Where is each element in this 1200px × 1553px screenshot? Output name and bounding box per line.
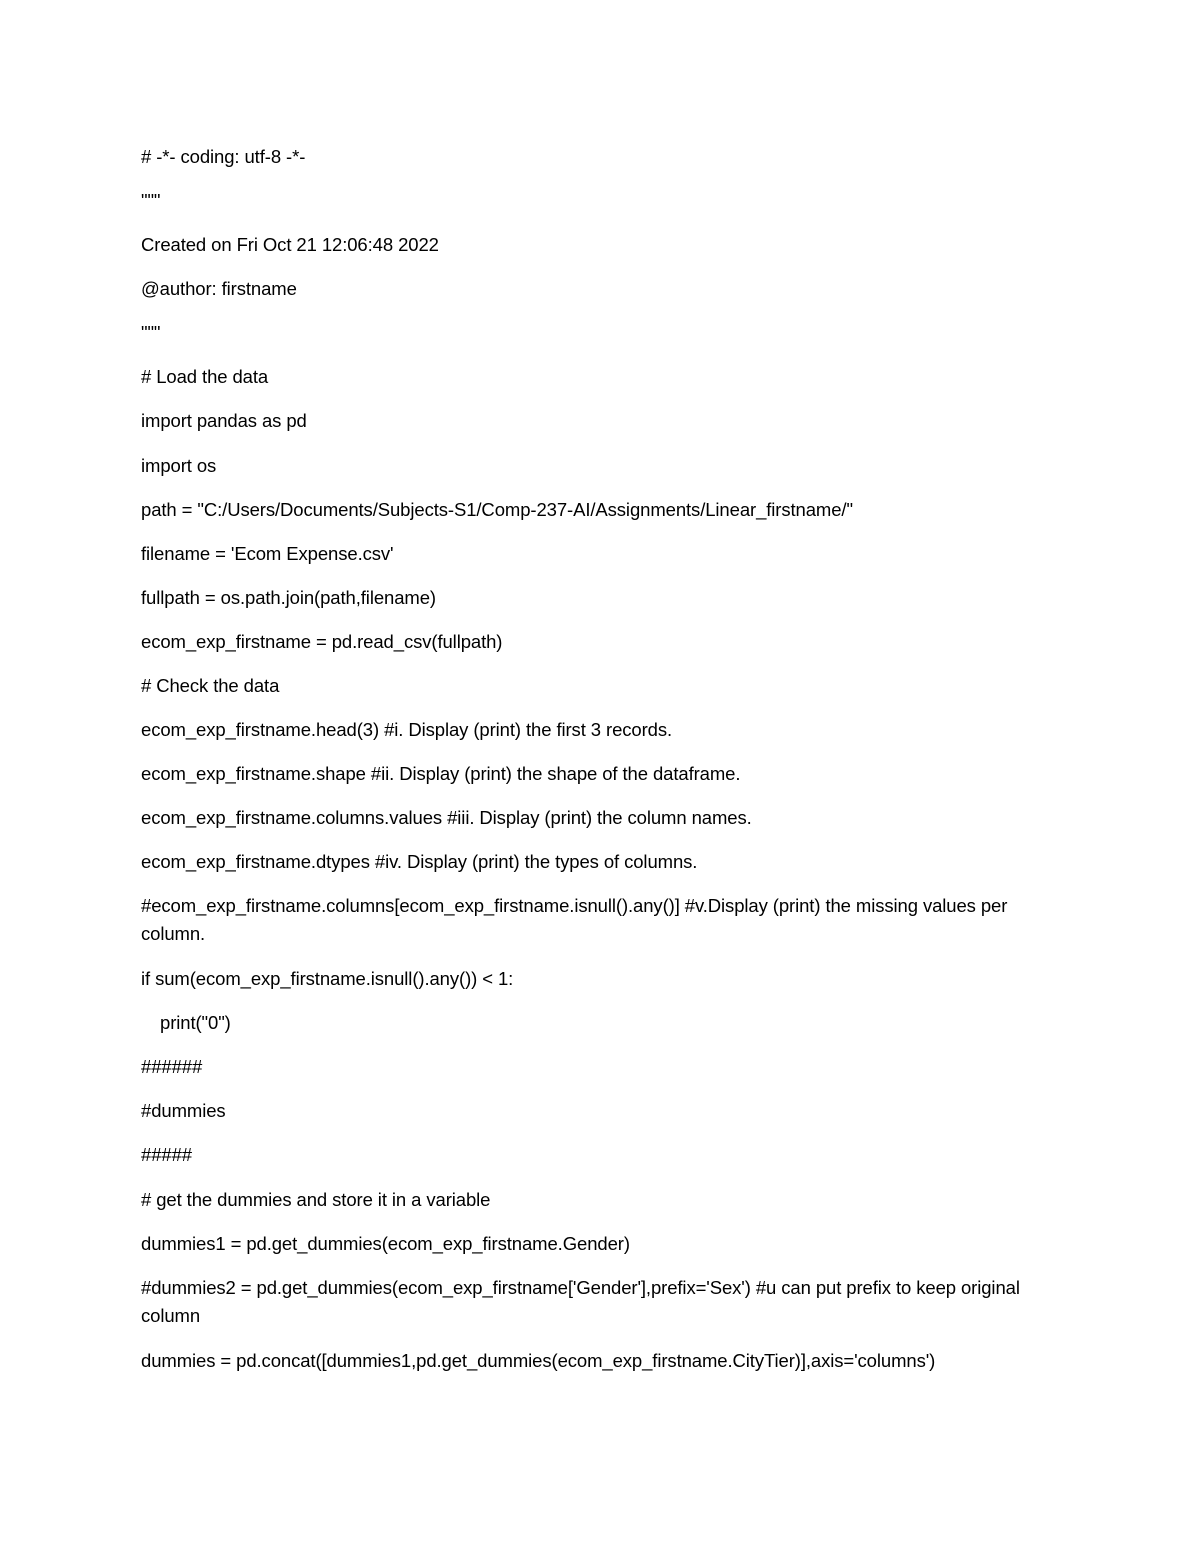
code-line-shape: ecom_exp_firstname.shape #ii. Display (print) the shape of the dataframe. — [141, 763, 741, 784]
code-line-created-on: Created on Fri Oct 21 12:06:48 2022 — [141, 234, 439, 255]
code-line-docstring-close: """ — [141, 322, 161, 343]
code-line-dummies1: dummies1 = pd.get_dummies(ecom_exp_firstname.Gender) — [141, 1233, 630, 1254]
code-line-filename: filename = 'Ecom Expense.csv' — [141, 543, 394, 564]
code-line-import-pandas: import pandas as pd — [141, 410, 307, 431]
code-line-read-csv: ecom_exp_firstname = pd.read_csv(fullpath) — [141, 631, 503, 652]
code-line-dummies2: #dummies2 = pd.get_dummies(ecom_exp_firstname['Gender'],prefix='Sex') #u can put prefix to keep original column — [141, 1277, 1025, 1326]
code-line-if-sum: if sum(ecom_exp_firstname.isnull().any()) < 1: — [141, 968, 514, 989]
code-line-hash-5: ##### — [141, 1144, 192, 1165]
code-line-missing-values: #ecom_exp_firstname.columns[ecom_exp_firstname.isnull().any()] #v.Display (print) the missing values per column. — [141, 895, 1013, 944]
code-line-columns: ecom_exp_firstname.columns.values #iii. Display (print) the column names. — [141, 807, 752, 828]
code-line-coding: # -*- coding: utf-8 -*- — [141, 146, 306, 167]
code-line-check-comment: # Check the data — [141, 675, 280, 696]
code-line-path: path = "C:/Users/Documents/Subjects-S1/Comp-237-AI/Assignments/Linear_firstname/" — [141, 499, 853, 520]
code-line-hash-6: ###### — [141, 1056, 203, 1077]
code-line-docstring-open: """ — [141, 190, 161, 211]
code-line-import-os: import os — [141, 455, 217, 476]
code-line-dtypes: ecom_exp_firstname.dtypes #iv. Display (print) the types of columns. — [141, 851, 698, 872]
code-line-get-dummies-comment: # get the dummies and store it in a variable — [141, 1189, 491, 1210]
code-line-print: print("0") — [160, 1012, 231, 1033]
code-line-head: ecom_exp_firstname.head(3) #i. Display (print) the first 3 records. — [141, 719, 673, 740]
code-line-author: @author: firstname — [141, 278, 297, 299]
code-line-concat: dummies = pd.concat([dummies1,pd.get_dummies(ecom_exp_firstname.CityTier)],axis='columns') — [141, 1350, 936, 1371]
code-line-fullpath: fullpath = os.path.join(path,filename) — [141, 587, 436, 608]
code-line-dummies-comment: #dummies — [141, 1100, 226, 1121]
code-line-load-comment: # Load the data — [141, 366, 269, 387]
